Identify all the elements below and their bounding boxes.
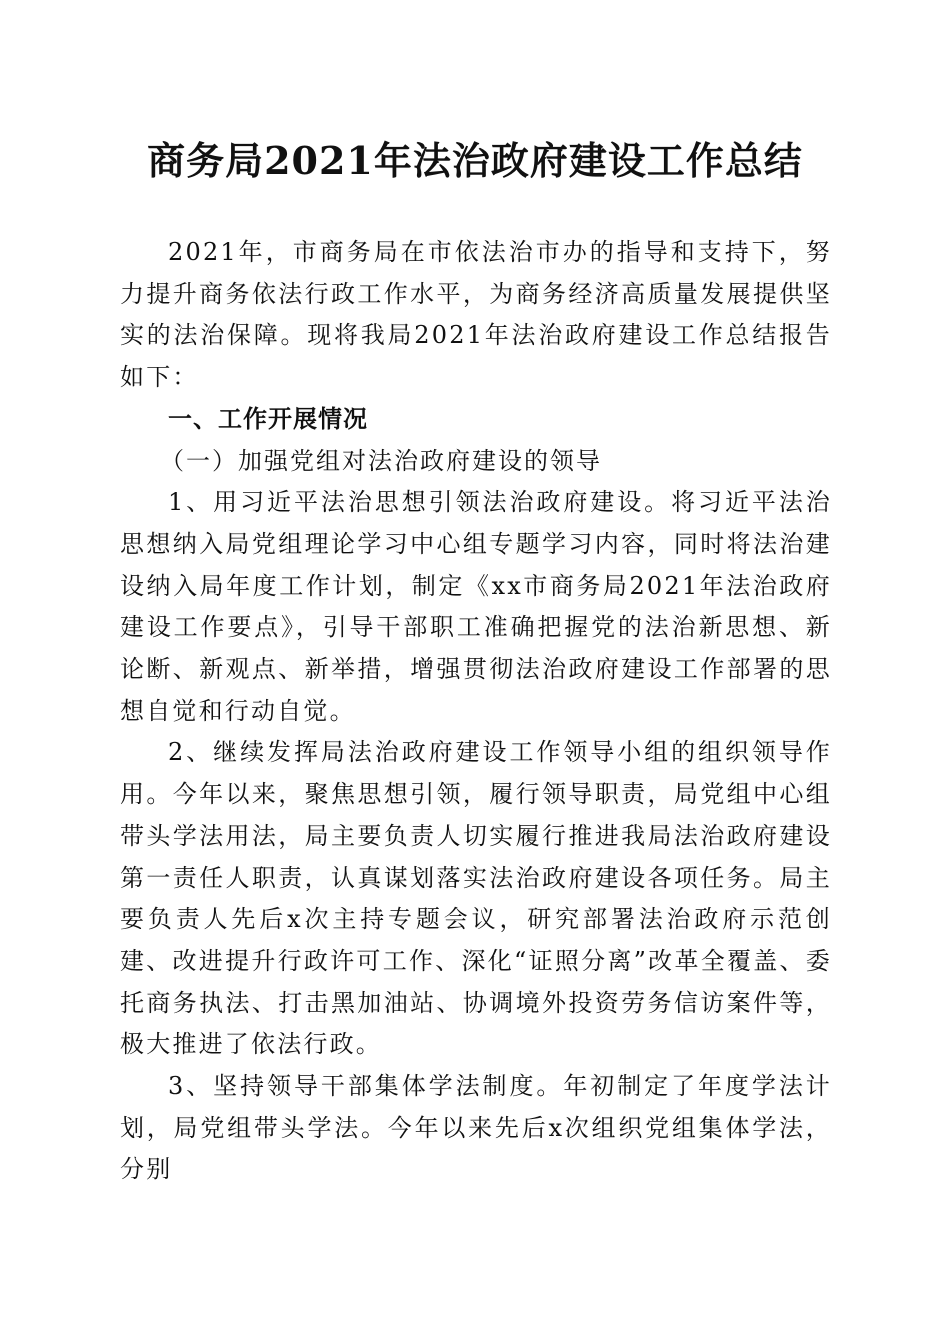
document-title: 商务局2021年法治政府建设工作总结 bbox=[147, 138, 803, 183]
body-paragraph-1: 1、用习近平法治思想引领法治政府建设。将习近平法治思想纳入局党组理论学习中心组专题学习内容，同时将法治建设纳入局年度工作计划，制定《xx市商务局2021年法治政府建设工作要点》，引导干部职工准确把握党的法治新思想、新论断、新观点、新举措，增强贯彻法治政府建设工作部署的思想自觉和行动自觉。 bbox=[120, 488, 832, 725]
body-paragraph-2: 2、继续发挥局法治政府建设工作领导小组的组织领导作用。今年以来，聚焦思想引领，履行领导职责，局党组中心组带头学法用法，局主要负责人切实履行推进我局法治政府建设第一责任人职责，认真谋划落实法治政府建设各项任务。局主要负责人先后x次主持专题会议，研究部署法治政府示范创建、改进提升行政许可工作、深化“证照分离”改革全覆盖、委托商务执法、打击黑加油站、协调境外投资劳务信访案件等，极大推进了依法行政。 bbox=[120, 738, 832, 1059]
section-heading: 一、工作开展情况 bbox=[168, 404, 368, 433]
intro-paragraph: 2021年，市商务局在市依法治市办的指导和支持下，努力提升商务依法行政工作水平，为商务经济高质量发展提供坚实的法治保障。现将我局2021年法治政府建设工作总结报告如下： bbox=[120, 238, 832, 392]
body-paragraph-3: 3、坚持领导干部集体学法制度。年初制定了年度学法计划，局党组带头学法。今年以来先后x次组织党组集体学法，分别 bbox=[120, 1072, 832, 1184]
subsection-heading: （一）加强党组对法治政府建设的领导 bbox=[160, 446, 602, 475]
document-body bbox=[120, 232, 832, 1191]
